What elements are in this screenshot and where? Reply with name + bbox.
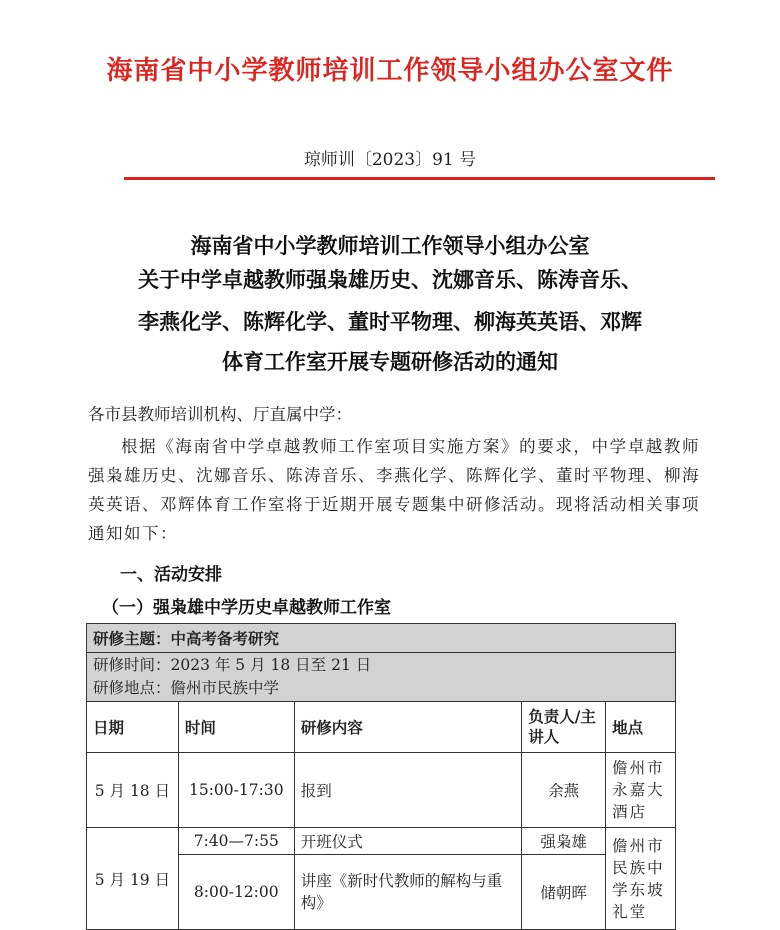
row-date: 5 月 18 日 — [87, 753, 179, 828]
row-time: 7:40—7:55 — [178, 828, 294, 855]
row-person: 强枭雄 — [522, 828, 606, 855]
table-header-row — [87, 702, 676, 753]
document-header-title: 海南省中小学教师培训工作领导小组办公室文件 — [106, 56, 674, 86]
table-row — [87, 753, 676, 828]
row-time: 8:00-12:00 — [178, 855, 294, 930]
row-location: 儋州市民族中学东坡礼堂 — [606, 828, 676, 930]
study-theme: 研修主题：中高考备考研究 — [87, 624, 676, 653]
body-paragraph: 根据《海南省中学卓越教师工作室项目实施方案》的要求，中学卓越教师强枭雄历史、沈娜音乐、陈涛音乐、李燕化学、陈辉化学、董时平物理、柳海英英语、邓辉体育工作室将于近期开展专题集中研修活动。现将活动相关事项通知如下： — [88, 437, 700, 543]
notice-title-line-4: 体育工作室开展专题研修活动的通知 — [222, 349, 558, 374]
document-number: 琼师训〔2023〕91 号 — [303, 150, 477, 170]
row-person: 储朝晖 — [522, 855, 606, 930]
section-heading: 一、活动安排 — [120, 565, 222, 585]
study-place: 研修地点：儋州市民族中学 — [93, 679, 280, 697]
header-time: 时间 — [178, 702, 294, 753]
schedule-table — [86, 623, 676, 930]
row-time: 15:00-17:30 — [178, 753, 294, 828]
header-location: 地点 — [606, 702, 676, 753]
row-date: 5 月 19 日 — [87, 828, 179, 930]
header-content: 研修内容 — [294, 702, 522, 753]
notice-title-line-3: 李燕化学、陈辉化学、董时平物理、柳海英英语、邓辉 — [138, 309, 642, 334]
notice-title-line-2: 关于中学卓越教师强枭雄历史、沈娜音乐、陈涛音乐、 — [138, 267, 642, 292]
table-row — [87, 828, 676, 855]
table-theme-row — [87, 624, 676, 653]
red-divider-line — [124, 177, 715, 180]
table-info-row — [87, 653, 676, 702]
row-content: 开班仪式 — [294, 828, 522, 855]
header-date: 日期 — [87, 702, 179, 753]
study-time: 研修时间：2023 年 5 月 18 日至 21 日 — [93, 656, 372, 674]
row-content: 讲座《新时代教师的解构与重构》 — [294, 855, 522, 930]
salutation: 各市县教师培训机构、厅直属中学： — [88, 405, 352, 424]
notice-title-line-1: 海南省中小学教师培训工作领导小组办公室 — [190, 233, 590, 258]
subsection-heading: （一）强枭雄中学历史卓越教师工作室 — [102, 598, 391, 618]
row-content: 报到 — [294, 753, 522, 828]
row-location: 儋州市永嘉大酒店 — [606, 753, 676, 828]
header-person: 负责人/主讲人 — [522, 702, 606, 753]
row-person: 余燕 — [522, 753, 606, 828]
